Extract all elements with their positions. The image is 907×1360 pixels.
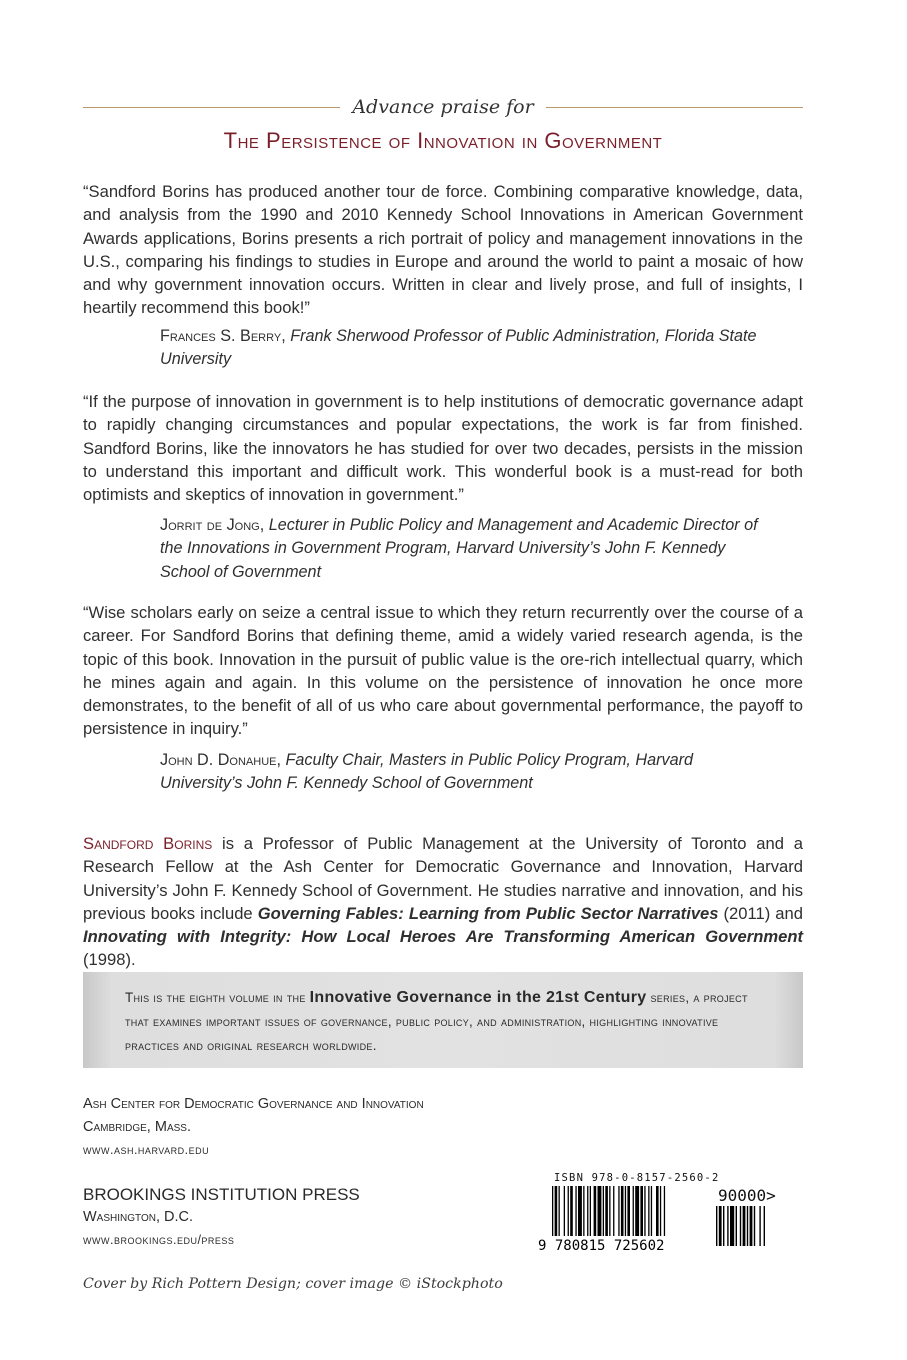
brookings-city: Washington, D.C.: [83, 1209, 194, 1225]
ash-center-city: Cambridge, Mass.: [83, 1119, 191, 1135]
attribution-1: Frances S. Berry, Frank Sherwood Professor of Public Administration, Florida State University: [160, 327, 757, 369]
brookings-name: BROOKINGS INSTITUTION PRESS: [83, 1185, 360, 1204]
advance-praise-label: Advance praise for: [352, 96, 534, 118]
left-rule: [83, 107, 340, 108]
barcode-graphic: [538, 1172, 800, 1258]
isbn-label: ISBN 978-0-8157-2560-2: [554, 1172, 720, 1184]
book-title-2: Innovating with Integrity: How Local Heroes Are Transforming American Government: [83, 927, 803, 947]
series-text: [125, 986, 765, 1058]
ash-center-name: Ash Center for Democratic Governance and Innovation: [83, 1096, 424, 1112]
attribution-title: Faculty Chair, Masters in Public Policy Program, Harvard University’s John F. Kennedy School of Government: [160, 751, 694, 793]
price-code: 90000>: [718, 1186, 776, 1205]
ash-center-block: [83, 1093, 424, 1162]
attribution-name: Jorrit de Jong: [160, 516, 260, 534]
barcode-number: 9 780815 725602: [538, 1238, 665, 1254]
cover-credits: Cover by Rich Pottern Design; cover image © iStockphoto: [83, 1276, 503, 1292]
author-bio: [83, 832, 803, 972]
quote-1: “Sandford Borins has produced another tour de force. Combining comparative knowledge, data, and analysis from the 1990 and 2010 Kennedy School Innovations in American Government Awards applications, Borins presents a rich portrait of policy and management innovations in the U.S., comparing his findings to studies in Europe and around the world to paint a mosaic of how and why government innovation occurs. Written in clear and lively prose, and full of insights, I heartily recommend this book!”: [83, 182, 803, 318]
series-name: Innovative Governance in the 21st Century: [309, 989, 647, 1006]
author-name: Sandford Borins: [83, 834, 213, 853]
attribution-title: Lecturer in Public Policy and Management and Academic Director of the Innovations in Government Program, Harvard University’s John F. Kennedy School of Government: [160, 516, 758, 581]
brookings-block: [83, 1183, 360, 1252]
bio-text: (1998).: [83, 950, 136, 970]
series-prefix: This is the eighth volume in the: [125, 990, 310, 1005]
ash-center-url[interactable]: www.ash.harvard.edu: [83, 1143, 210, 1157]
quote-3: “Wise scholars early on seize a central issue to which they return recurrently over the course of a career. For Sandford Borins that defining theme, amid a widely varied research agenda, is the topic of this book. Innovation in the pursuit of public value is the ore-rich intellectual quarry, which he mines again and again. In this volume on the persistence of innovation he once more demonstrates, to the benefit of all of us who care about governmental performance, the payoff to persistence in inquiry.”: [83, 603, 803, 739]
isbn-barcode: [538, 1172, 800, 1258]
attribution-name: Frances S. Berry: [160, 327, 282, 345]
bio-text: is a Professor of Public Management at the University of Toronto and a Research Fellow at the Ash Center for Democratic Governance and Innovation, Harvard University’s John F. Kennedy School of Government. He studies narrative and innovation, and his previous books include: [83, 834, 803, 923]
right-rule: [546, 107, 803, 108]
quote-2: “If the purpose of innovation in government is to help institutions of democratic governance adapt to rapidly changing circumstances and popular expectations, the work is far from finished. Sandford Borins, like the innovators he has studied for over two decades, persists in the mission to understand this important and difficult work. This wonderful book is a must-read for both optimists and skeptics of innovation in government.”: [83, 392, 803, 505]
book-title-1: Governing Fables: Learning from Public Sector Narratives: [257, 903, 719, 923]
brookings-url[interactable]: www.brookings.edu/press: [83, 1233, 235, 1247]
book-title: The Persistence of Innovation in Government: [223, 128, 663, 153]
header-rule: [83, 94, 803, 120]
attribution-3: John D. Donahue, Faculty Chair, Masters in Public Policy Program, Harvard University’s John F. Kennedy School of Government: [160, 751, 694, 793]
attribution-2: Jorrit de Jong, Lecturer in Public Policy and Management and Academic Director of the Innovations in Government Program, Harvard University’s John F. Kennedy School of Government: [160, 516, 758, 581]
bio-text: (2011) and: [718, 903, 803, 923]
attribution-name: John D. Donahue: [160, 751, 277, 769]
attribution-title: Frank Sherwood Professor of Public Administration, Florida State University: [160, 327, 757, 369]
series-box: [83, 972, 803, 1068]
series-suffix: series, a project that examines important issues of governance, public policy, and administration, highlighting innovative practices and original research worldwide.: [125, 990, 748, 1053]
